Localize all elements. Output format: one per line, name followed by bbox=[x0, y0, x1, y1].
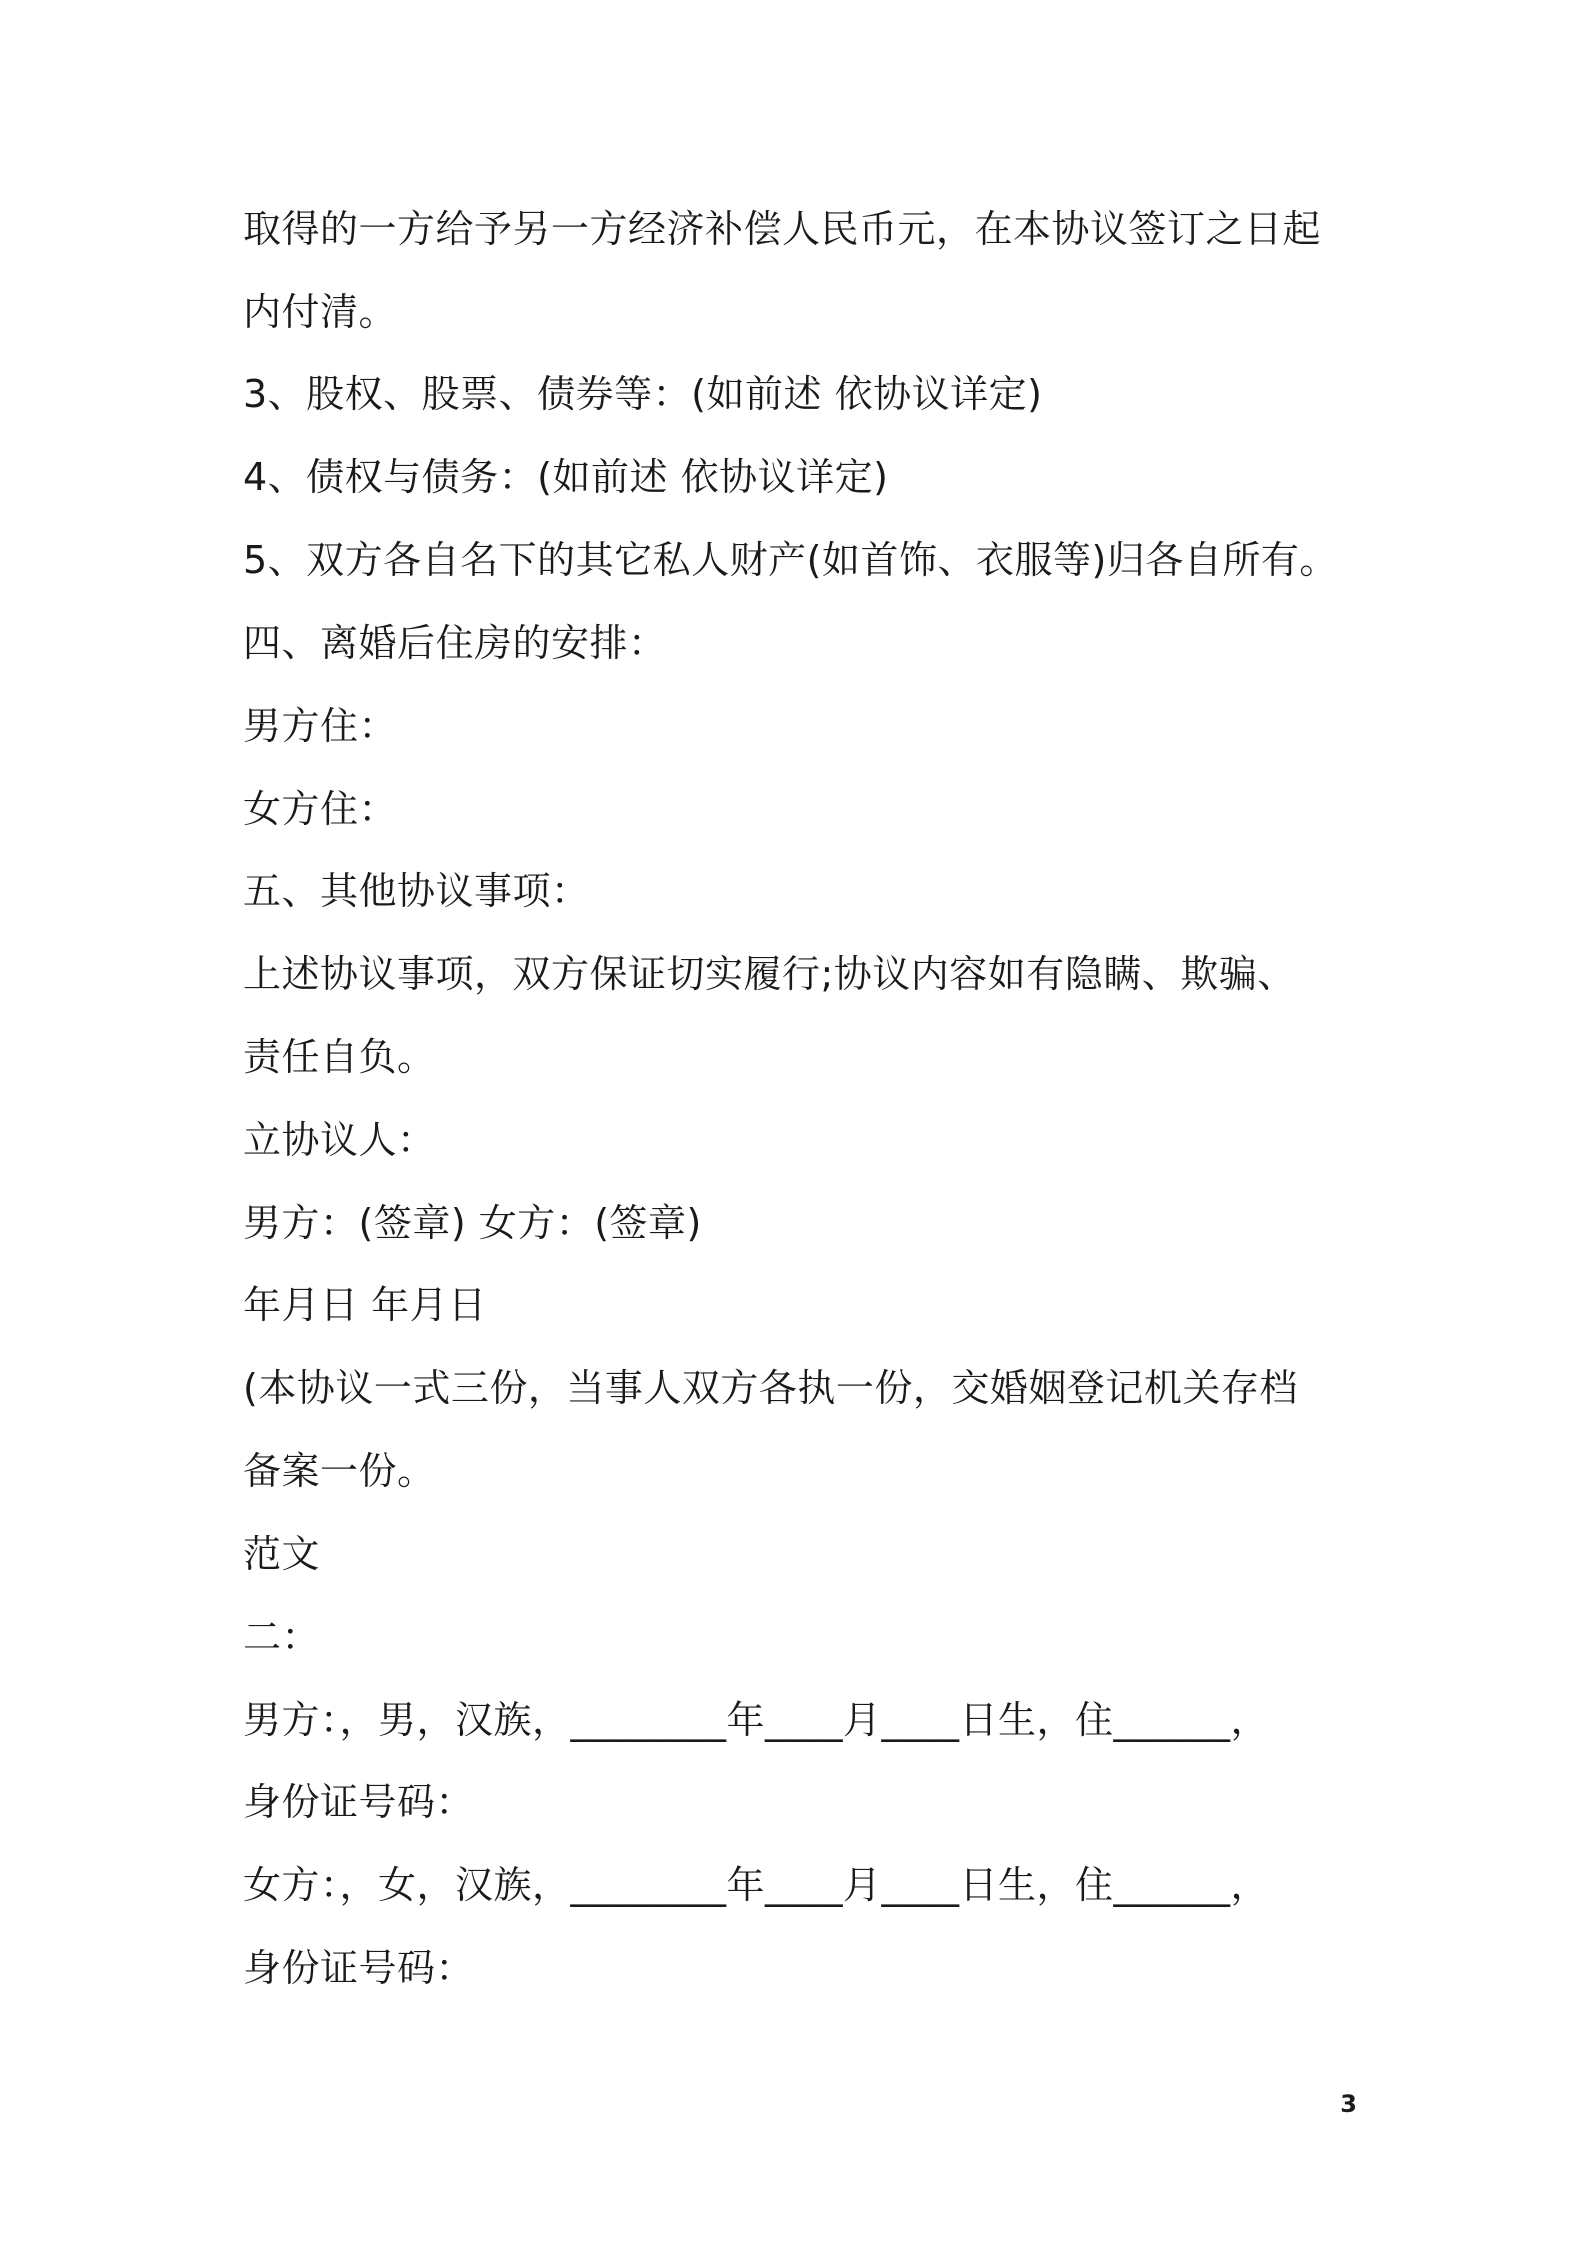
text-line: 取得的一方给予另一方经济补偿人民币元，在本协议签订之日起 bbox=[243, 207, 1322, 251]
section-heading: 四、离婚后住房的安排： bbox=[243, 621, 667, 665]
text-line: 身份证号码： bbox=[243, 1780, 475, 1824]
text-line: 身份证号码： bbox=[243, 1946, 475, 1990]
date-line: 年月日 年月日 bbox=[243, 1283, 487, 1327]
text-line: 立协议人： bbox=[243, 1118, 436, 1162]
text-line: 内付清。 bbox=[243, 290, 398, 334]
text-line: 女方住： bbox=[243, 787, 398, 831]
text-line: 责任自负。 bbox=[243, 1035, 436, 1079]
page-number: 3 bbox=[1340, 2090, 1357, 2118]
text-line: 上述协议事项，双方保证切实履行;协议内容如有隐瞒、欺骗、 bbox=[243, 952, 1296, 996]
text-line: (本协议一式三份，当事人双方各执一份，交婚姻登记机关存档 bbox=[243, 1366, 1298, 1410]
text-line: 3、股权、股票、债券等：(如前述 依协议详定) bbox=[243, 372, 1043, 416]
section-heading: 二： bbox=[243, 1615, 321, 1659]
text-line: 男方：，男，汉族，________年____月____日生，住______， bbox=[243, 1698, 1270, 1742]
section-heading: 五、其他协议事项： bbox=[243, 869, 590, 913]
text-line: 男方住： bbox=[243, 704, 398, 748]
text-line: 4、债权与债务：(如前述 依协议详定) bbox=[243, 455, 889, 499]
text-line: 女方：，女，汉族，________年____月____日生，住______， bbox=[243, 1863, 1270, 1907]
text-line: 5、双方各自名下的其它私人财产(如首饰、衣服等)归各自所有。 bbox=[243, 538, 1338, 582]
signature-line: 男方：(签章) 女方：(签章) bbox=[243, 1201, 702, 1245]
text-line: 备案一份。 bbox=[243, 1449, 436, 1493]
section-heading: 范文 bbox=[243, 1532, 321, 1576]
